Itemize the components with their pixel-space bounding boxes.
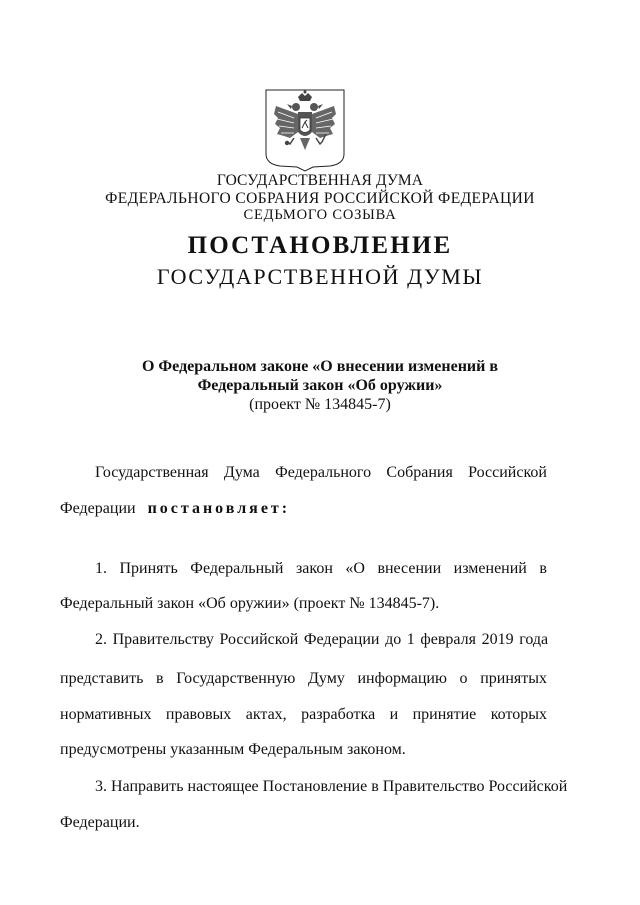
preamble-word: Федерального xyxy=(275,464,372,481)
item-word: Государственную xyxy=(176,670,296,687)
item-word: в xyxy=(539,560,547,577)
item-word: разработка xyxy=(301,706,376,723)
document-title: ПОСТАНОВЛЕНИЕ xyxy=(187,232,453,259)
item-1-line-2: Федеральный закон «Об оружии» (проект № 134845-7). xyxy=(60,595,440,612)
header-line-2: ФЕДЕРАЛЬНОГО СОБРАНИЯ РОССИЙСКОЙ ФЕДЕРАЦИИ xyxy=(105,190,535,207)
item-word: представить xyxy=(60,670,144,687)
header-line-1: ГОСУДАРСТВЕННАЯ ДУМА xyxy=(216,172,424,189)
item-word: и xyxy=(389,706,399,723)
item-word: принятых xyxy=(480,670,547,687)
preamble-text: Федерации xyxy=(60,500,136,517)
item-3-line-1: 3. Направить настоящее Постановление в Правительство Российской xyxy=(95,778,568,795)
preamble-line-1 xyxy=(95,464,547,482)
header-line-3: СЕДЬМОГО СОЗЫВА xyxy=(243,207,397,223)
document-subtitle: ГОСУДАРСТВЕННОЙ ДУМЫ xyxy=(156,264,484,289)
item-2-line-3 xyxy=(60,706,547,724)
item-3-line-2: Федерации. xyxy=(60,814,140,831)
item-2-line-1: 2. Правительству Российской Федерации до 1 февраля 2019 года xyxy=(95,631,549,648)
item-2-line-4: предусмотрены указанным Федеральным законом. xyxy=(60,741,406,758)
item-word: правовых xyxy=(165,706,232,723)
item-word: актах, xyxy=(245,706,287,723)
item-word: внесении xyxy=(377,560,442,577)
preamble-word: Российской xyxy=(468,464,547,481)
item-word: которых xyxy=(490,706,547,723)
item-2-line-2 xyxy=(60,670,547,688)
decree-keyword: постановляет: xyxy=(147,500,291,517)
item-word: нормативных xyxy=(60,706,152,723)
item-word: информацию xyxy=(357,670,447,687)
item-1-line-1 xyxy=(95,560,547,578)
item-word: в xyxy=(156,670,164,687)
item-word: о xyxy=(459,670,468,687)
preamble-line-2 xyxy=(60,500,547,518)
item-word: Принять xyxy=(119,560,178,577)
subject-line-2: Федеральный закон «Об оружии» xyxy=(197,377,443,394)
preamble-word: Дума xyxy=(223,464,260,481)
preamble-word: Собрания xyxy=(386,464,453,481)
item-word: 1. xyxy=(95,560,107,577)
preamble-word: Государственная xyxy=(95,464,209,481)
item-word: Федеральный xyxy=(190,560,284,577)
item-word: Думу xyxy=(307,670,345,687)
item-word: принятие xyxy=(412,706,477,723)
item-word: закон xyxy=(295,560,333,577)
russian-coat-of-arms-icon xyxy=(264,88,346,172)
subject-line-3: (проект № 134845-7) xyxy=(249,396,391,413)
item-word: изменений xyxy=(453,560,527,577)
subject-line-1: О Федеральном законе «О внесении изменений в xyxy=(141,358,498,375)
item-word: «О xyxy=(345,560,365,577)
